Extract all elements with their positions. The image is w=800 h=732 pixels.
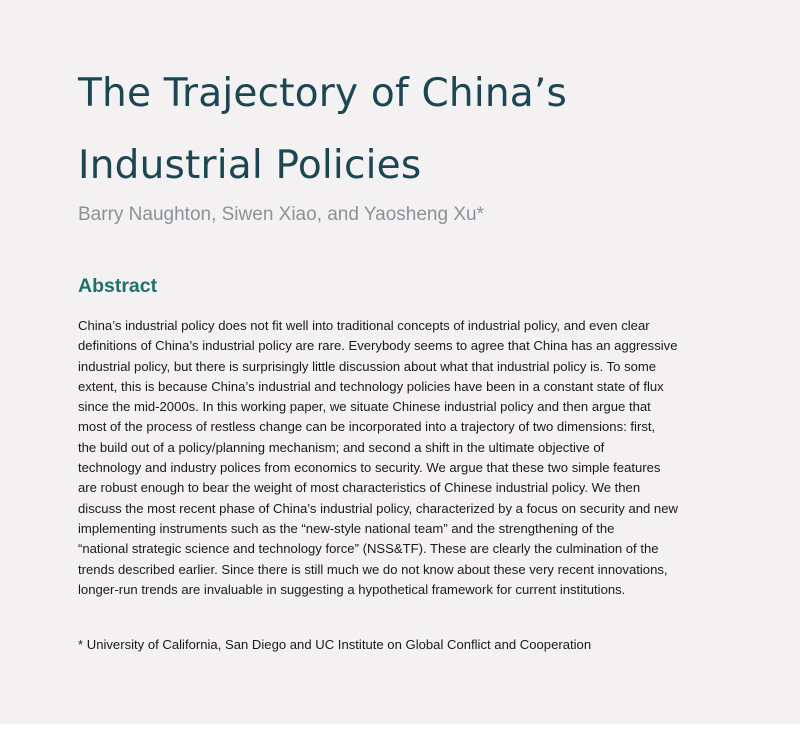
abstract-heading: Abstract bbox=[78, 275, 158, 297]
page-bottom-edge bbox=[0, 724, 800, 732]
abstract-body bbox=[78, 316, 728, 600]
abstract-line: discuss the most recent phase of China’s industrial policy, characterized by a focus on security and new bbox=[78, 500, 678, 516]
title-line-2: Industrial Policies bbox=[78, 143, 422, 188]
abstract-line: since the mid-2000s. In this working paper, we situate Chinese industrial policy and then argue that bbox=[78, 399, 651, 415]
abstract-line: extent, this is because China’s industrial and technology policies have been in a constant state of flux bbox=[78, 378, 664, 394]
title-line-1: The Trajectory of China’s bbox=[78, 71, 567, 116]
abstract-line: the build out of a policy/planning mechanism; and second a shift in the ultimate objective of bbox=[78, 439, 605, 455]
abstract-line: “national strategic science and technology force” (NSS&TF). These are clearly the culmination of the bbox=[78, 541, 659, 557]
abstract-line: most of the process of restless change can be incorporated into a trajectory of two dimensions: first, bbox=[78, 419, 656, 435]
author-affiliation-footnote: * University of California, San Diego and UC Institute on Global Conflict and Cooperation bbox=[78, 637, 592, 652]
abstract-line: are robust enough to bear the weight of most characteristics of Chinese industrial policy. We then bbox=[78, 480, 641, 496]
abstract-line: China’s industrial policy does not fit well into traditional concepts of industrial policy, and even clear bbox=[78, 318, 650, 333]
abstract-line: longer-run trends are invaluable in suggesting a hypothetical framework for current institutions. bbox=[78, 581, 626, 597]
abstract-line: definitions of China’s industrial policy are rare. Everybody seems to agree that China has an aggressive bbox=[78, 338, 678, 354]
page-title bbox=[78, 58, 738, 202]
abstract-line: implementing instruments such as the “new-style national team” and the strengthening of the bbox=[78, 520, 615, 536]
abstract-line: trends described earlier. Since there is still much we do not know about these very recent innovations, bbox=[78, 561, 668, 577]
abstract-line: technology and industry polices from economics to security. We argue that these two simple features bbox=[78, 460, 661, 476]
abstract-line: industrial policy, but there is surprisingly little discussion about what that industrial policy is. To some bbox=[78, 358, 657, 374]
author-list: Barry Naughton, Siwen Xiao, and Yaosheng Xu* bbox=[78, 204, 484, 225]
